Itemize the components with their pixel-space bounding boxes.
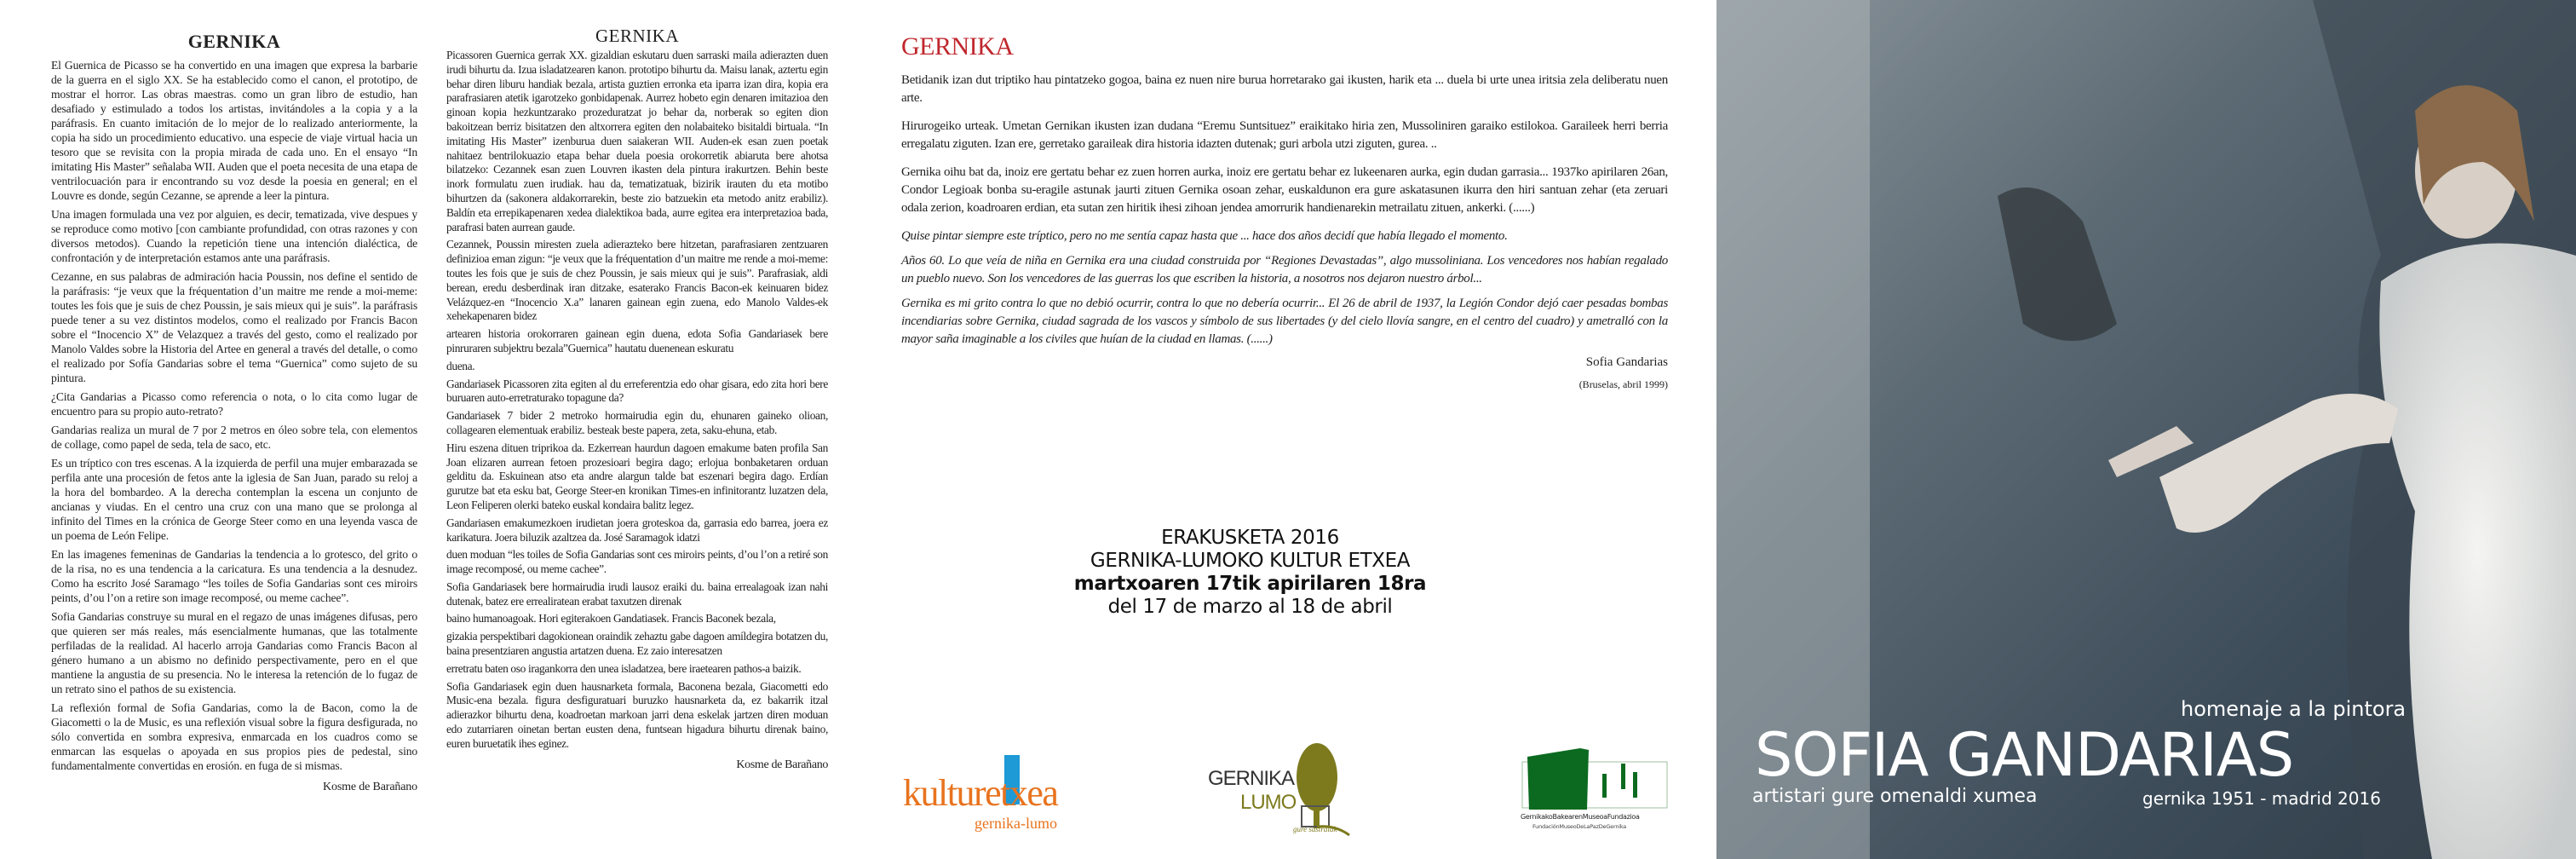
exhibition-year: ERAKUSKETA 2016 [1161,527,1339,549]
artist-statement-column [901,32,1668,391]
paragraph: Hirurogeiko urteak. Umetan Gernikan ikusten izan dudana “Eremu Suntsituez” eraikitako hiria zen, Mussoliniren garaiko estilokoa. Garaileek herri berria erregalatu ziguten. Izan ere, gerretako garaileak dira historia idazten dutenak; guri arbola utzi ziguten, gurea. .. [901,119,1668,151]
exhibition-info [1056,527,1444,619]
paragraph: Gandariasek 7 bider 2 metroko hormairudia egin du, ehunaren gaineko olioan, collagearen elementuak erabiliz. besteak beste papera, zeta, saku-ehuna, etab. [446,409,828,436]
column-title: GERNIKA [187,31,281,52]
peace-museum-logo [1521,741,1670,835]
paragraph: Sofia Gandariasek bere hormairudia irudi lausoz eraiki du. baina errealagoak izan nahi dutenak, batez ere errealiratean erabat taxutzen direnak [446,579,828,608]
cover-dates: gernika 1951 - madrid 2016 [2142,788,2381,809]
museum-name-basque: GernikakoBakearenMuseoaFundazioa [1521,813,1640,821]
paragraph: erretratu baten oso iragankorra den unea isladatzea, bere iraetearen pathos-a baizik. [446,661,802,675]
paragraph: Sofia Gandarias construye su mural en el regazo de unas imágenes difusas, pero que quieren ser más reales, más esencialmente humanas, que las totalmente perfiladas de la realidad. Al hacerlo arroja Gandarias como Francis Bacon al género humano a un abismo no definido perspectivamente, pero en el que mantiene la angustia de su presencia. No le interesa la retención de lo fugaz de un retrato sino el pathos de su existencia. [51,610,417,695]
exhibition-venue: GERNIKA-LUMOKO KULTUR ETXEA [1090,550,1411,572]
paragraph: Gernika es mi grito contra lo que no debió ocurrir, contra lo que no debería ocurrir... El 26 de abril de 1937, la Legión Condor dejó caer pesadas bombas incendiarias sobre Gernika, ciudad sagrada de los vascos y símbolo de sus libertades (y del cielo llovía sangre, en el centro del cuadro) y ametralló con la mayor saña imaginable a los civiles que huían de la ciudad en llamas. (......) [901,297,1668,346]
paragraph: Hiru eszena dituen triprikoa da. Ezkerrean haurdun dagoen emakume baten profila San Joan elizaren aurrean fetoen prozesioari begira dago; erlojua bonbaketaren orduan gelditu da. Eskuinean atso eta andre alargun talde bat eszenari begira dago. Erdían gurutze bat eta esku bat, George Steer-en kronikan Times-en infinitorantz luzatzen dela, Leon Feliperen olerki bateko euskal kondaira balitz legez. [446,441,828,511]
paragraph: Cezanne, en sus palabras de admiración hacia Poussin, nos define el sentido de la paráfrasis: “je veux que la fréquentation d’un maitre me rende a moi-meme: toutes les fois que je suis de chez Poussin, je sais mieux qui je suis”. la paráfrasis puede tener a su vez distintos modelos, como el realizado por Francis Bacon sobre el “Inocencio X” de Velazquez a través del gesto, como el realizado por Manolo Valdes sobre la Historia del Artee en general a través del detalle, o como el realizado por Sofía Gandarias sobre el tema “Guernica” como sujeto de su pintura. [51,270,417,384]
cover-panel [1716,0,2576,859]
exhibition-dates-spanish: del 17 de marzo al 18 de abril [1107,596,1393,618]
gernika-lumo-logo [1208,741,1361,839]
essay-body [51,58,417,773]
paragraph: La reflexión formal de Sofia Gandarias, como la de Bacon, como la de Giacometti o la de Music, es una reflexión visual sobre la figura desfigurada, no sólo convertida en sombra expresiva, enmarcada en los cuadros como se enmarcan las esquelas o apoyada en sus propios pies de pedestal, sino fundamentalmente convertidas en erosión. en fuga de si mismas. [51,701,417,772]
paragraph: ¿Cita Gandarias a Picasso como referencia o nota, o lo cita como lugar de encuentro para su propio auto-retrato? [51,390,417,418]
spanish-essay-column [51,31,417,798]
museum-brushstroke-icon [1521,741,1670,810]
paragraph: Años 60. Lo que veía de niña en Gernika era una ciudad construida por “Regiones Devastadas”, algo mussoliniana. Los vencedores nos habían regalado un pueblo nuevo. Son los vencedores de las guerras los que escriben la historia, a nosotros nos dejaron nuestro árbol... [901,254,1668,285]
gernika-wordmark: GERNIKA [1208,767,1295,790]
paragraph: gizakia perspektibari dagokionean oraindik zehaztu gabe dagoen amíldegira botatzen du, baina presentziaren angustia artatzen duena. Ez zaio interesatzen [446,630,828,658]
exhibition-dates-basque: martxoaren 17tik apirilaren 18ra [1073,573,1427,595]
essay-body [446,49,828,752]
statement-title: GERNIKA [901,32,1014,61]
kulturetxea-logo [903,750,1090,835]
basque-essay-column [446,26,828,775]
paragraph: Cezannek, Poussin miresten zuela adierazteko bere hitzetan, parafrasiaren zentzuaren definizioa eman zigun: “je veux que la fréquentation d’un maitre me rende a moi-meme: toutes les fois que je suis de chez Poussin, je sais mieux qui je suis”. Parafrasiak, aldi berean, eredu desberdinak iran ditzake, esaterako Francis Bacon-ek keinuaren bidez Velázquez-en “Inocencio X.a” lanaren gainean egin zuena, edo Manolo Valdes-ek xehekapenaren bidez [446,238,828,323]
paragraph: Gandariasek Picassoren zita egiten al du erreferentzia edo ohar gisara, edo zita hori bere buruaren auto-erretraturako topagune da? [446,377,828,405]
paragraph: Picassoren Guernica gerrak XX. gizaldian eskutaru duen sarraski maila adierazten duen irudi bihurtu da. Izua isladatzearen kanon. prototipo bihurtu da. Maisu lanak, aztertu egin behar diren liburu handiak bezala, artista guztien erronka eta iparra izan dira, kopia era parafrasiaren atetik igarotzeko gonbidapenak. Aurrez hobeto egin denaren imitazioa den ginoan kopia hezkuntzarako prozeduratzat jo behar da, norberak so egiten dion bakoitzean berriz bisitatzen den altxorrera egiten den nolabaiteko bisitaldi birtuala. “In imitating His Master” izenburua duen saiakeran WII. Auden-ek esan zuen poetak nahitaez bentrilokuazio etapa behar duela poesia orokorretik abiaruta bere ahotsa bilatzeko: Cezannek esan zuen Louvren ikasten dela pintura irakurtzen. Behin beste inork formulatu zuen irudiak. hau da, tematizatuak, bizirik irauten du eta motibo bihurtzen da (sakonera aldakorrarekin, beste zio batzuekin eta metodo anitz erabiliz). Baldín eta errepikapenaren xedea dialektikoa bada, aurre egitea era interpretazioa bada, parafrasi baten aurrean gaude. [446,49,828,233]
author-signature: Kosme de Barañano [736,758,828,771]
paragraph: duen moduan “les toiles de Sofia Gandarias sont ces miroirs peints, d’ou l’on a retiré son image recomposé, ou meme cachee”. [446,548,828,576]
paragraph: Gandarias realiza un mural de 7 por 2 metros en óleo sobre tela, con elementos de collage, como papel de seda, tela de saco, etc. [51,424,417,451]
paragraph: Es un tríptico con tres escenas. A la izquierda de perfil una mujer embarazada se perfila ante una procesión de fetos ante la iglesia de San Juan, parado su reloj a la hora del bombardeo. A la derecha contemplan la escena un conjunto de ancianas y viudas. En el centro una cruz con una mano que se prolonga al infinito del Times en la crónica de George Steer como en una leyenda vasca de un poema de León Felipe. [51,457,417,542]
paragraph: Gernika oihu bat da, inoiz ere gertatu behar ez zuen horren aurka, inoiz ere gertatu behar ez lukeenaren aurka, egin dudan garrasia... 1937ko apirilaren 26an, Condor Legioak bonba su-eragile astunak jaurti zituen Gernika osoan zehar, euskaldunon era gure askatasunen ikurra den hiri santuan zehar (eta zeruari odala zerion, koadroaren erdian, eta sutan zen hiritik ihesi zihoan jendea amorrurik handienarekin metrailatu zituen, ankerki. (......) [901,165,1668,215]
statement-basque [901,72,1668,217]
author-signature: Kosme de Barañano [323,781,417,793]
column-title: GERNIKA [595,26,679,46]
paragraph: En las imagenes femeninas de Gandarias la tendencia a lo grotesco, del grito o de la risa, no es una tendencia a la caricatura. Es una tendencia a la desnudez. Como ha escrito José Saramago “les toiles de Sofia Gandarias sont ces miroirs peints, d’ou l’on a retire son image recomposé, ou meme cachee”. [51,548,417,604]
museum-name-spanish: FundaciónMuseoDeLaPazDeGernika [1532,823,1627,830]
cover-artist-name: SOFIA GANDARIAS [1755,720,2294,790]
cover-subtitle: homenaje a la pintora [2181,697,2406,721]
kulturetxea-wordmark: kulturetxea [903,772,1058,814]
paragraph: El Guernica de Picasso se ha convertido en una imagen que expresa la barbarie de la guerra en el siglo XX. Se ha establecido como el canon, el prototipo, de mostrar el horror. Las obras maestras. como un gran libro de estudio, han desafiado y estimulado a todos los artistas, invitándoles a la copia y a la paráfrasis. En cuanto imitación de lo mejor de lo realizado anteriormente, la copia ha sido un procedimiento educativo. una especie de viaje virtual hacia un tesoro que se revisita con la propia mirada de cada uno. En el ensayo “In imitating His Master” señalaba WII. Auden que el poeta necesita de una etapa de ventrilocuación para ir encontrando su voz desde la poesia en general; en el Louvre es donde, según Cezanne, se aprende a leer la pintura. [51,59,417,202]
gernika-tagline: gure sustraiak [1293,825,1337,833]
paragraph: Quise pintar siempre este tríptico, pero no me sentía capaz hasta que ... hace dos años decidí que había llegado el momento. [901,229,1508,243]
lumo-wordmark: LUMO [1240,791,1297,814]
statement-spanish [901,228,1668,349]
paragraph: Sofia Gandariasek egin duen hausnarketa formala, Baconena bezala, Giacometti edo Music-ena bezala. figura desfiguratuari buruzko hausnarketa da, ez bakarrik itzal adierazkor bihurtu dena, koadroetan markoan jarri dena eskelak jartzen diren moduan edo zutarriaren oinetan bertan eusten dena, funtsean higadura bihurtu direnak baino, euren buruetatik ihes eginez. [446,679,828,750]
paragraph: duena. [446,359,475,372]
signature-place-date: (Bruselas, abril 1999) [1578,378,1668,390]
paragraph: Una imagen formulada una vez por alguien, es decir, tematizada, vive despues y se reproduce como motivo [con cambiante profundidad, con otras razones y con diversos metodos). Cuando la repetición tiene una intención dialéctica, de confrontación y de interpretación estamos ante una paráfrasis. [51,208,417,264]
paragraph: Gandariasen emakumezkoen irudietan joera groteskoa da, garrasia edo barrea, joera ez karikatura. Joera biluzik azaltzea da. José Saramagok idatzi [446,516,828,544]
paragraph: Betidanik izan dut triptiko hau pintatzeko gogoa, baina ez nuen nire burua horretarako gai ikusten, harik eta ... duela bi urte unea iritsia zela deliberatu nuen arte. [901,73,1668,105]
artist-signature: Sofia Gandarias [1585,355,1668,369]
paragraph: artearen historia orokorraren gainean egin duena, edota Sofia Gandariasek bere pinruraren subjektru bezala”Guernica” hautatu duenenean eskuratu [446,327,828,355]
cover-tagline: artistari gure omenaldi xumea [1752,786,2038,807]
kulturetxea-subtitle: gernika-lumo [975,815,1057,832]
paragraph: baino humanoagoak. Hori egiterakoen Gandatiasek. Francis Baconek bezala, [446,612,776,626]
